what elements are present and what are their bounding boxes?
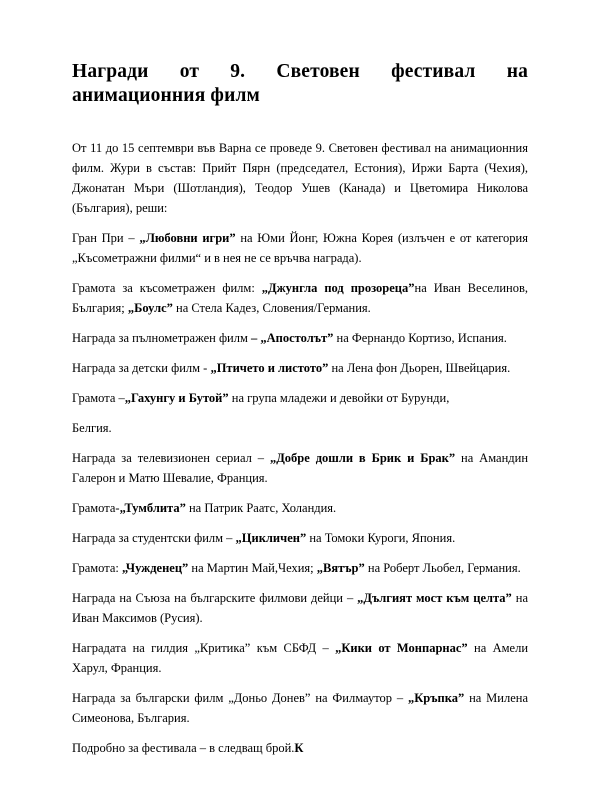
paragraph-text: на Мартин Май,Чехия; (188, 561, 317, 575)
paragraph-text: на Роберт Льобел, Германия. (364, 561, 521, 575)
paragraph-text: Грамота: (72, 561, 122, 575)
article-paragraph (72, 738, 528, 758)
paragraph-text: Награда за пълнометражен филм (72, 331, 252, 345)
paragraph-text: Грамота- (72, 501, 120, 515)
article-paragraph (72, 448, 528, 488)
bold-title-text: „Вятър” (316, 561, 365, 575)
article-paragraph (72, 328, 528, 348)
article-paragraph (72, 638, 528, 678)
article-paragraph (72, 358, 528, 378)
article-paragraph (72, 528, 528, 548)
bold-title-text: „Гахунгу и Бутой” (124, 391, 229, 405)
paragraph-text: От 11 до 15 септември във Варна се проведе 9. Световен фестивал на анимационния филм. Жури в състав: Прийт Пярн (председател, Естония), Иржи Барта (Чехия), Джонатан Мъри (Шотландия), Теодор Ушев (Канада) и Цветомира Николова (България), реши: (72, 141, 528, 215)
paragraph-text: на Амели Харул, Франция. (72, 641, 529, 675)
paragraph-text: Наградата на гилдия „Критика” към СБФД – (72, 641, 336, 655)
article-paragraph (72, 138, 528, 218)
article-paragraph (72, 688, 528, 728)
paragraph-text: Гран При – (72, 231, 140, 245)
bold-title-text: „Боулс” (127, 301, 173, 315)
article-paragraph (72, 588, 528, 628)
paragraph-text: на Патрик Раатс, Холандия. (185, 501, 337, 515)
bold-title-text: „Любовни игри” (139, 231, 236, 245)
paragraph-text: на Томоки Куроги, Япония. (306, 531, 456, 545)
bold-title-text: „Джунгла под прозореца” (261, 281, 415, 295)
paragraph-text: Награда за детски филм - (72, 361, 211, 375)
bold-title-text: „Тумблита” (119, 501, 186, 515)
article-paragraph (72, 498, 528, 518)
paragraph-text: на група младежи и девойки от Бурунди, (228, 391, 450, 405)
paragraph-text: Награда за студентски филм – (72, 531, 236, 545)
bold-title-text: „Дългият мост към целта” (357, 591, 512, 605)
bold-title-text: „Чужденец” (122, 561, 189, 575)
paragraph-text: на Фернандо Кортизо, Испания. (333, 331, 507, 345)
article-paragraph (72, 228, 528, 268)
article-title: Награди от 9. Световен фестивал на анимационния филм (72, 61, 528, 106)
paragraph-text: Грамота за късометражен филм: (72, 281, 262, 295)
article-paragraph (72, 388, 528, 408)
bold-title-text: „Добре дошли в Брик и Брак” (269, 451, 456, 465)
paragraph-text: на Лена фон Дьорен, Швейцария. (328, 361, 511, 375)
article-body (72, 138, 528, 758)
bold-title-text: „Цикличен” (235, 531, 307, 545)
paragraph-text: на Стела Кадез, Словения/Германия. (172, 301, 371, 315)
article-paragraph (72, 418, 528, 438)
bold-title-text: – „Апостолът” (251, 331, 334, 345)
paragraph-text: Награда на Съюза на българските филмови дейци – (72, 591, 358, 605)
paragraph-text: Подробно за фестивала – в следващ брой. (72, 741, 295, 755)
paragraph-text: на Иван Веселинов, България; (72, 281, 528, 315)
article-paragraph (72, 278, 528, 318)
paragraph-text: Белгия. (72, 421, 112, 435)
paragraph-text: Награда за телевизионен сериал – (72, 451, 270, 465)
bold-title-text: „Кръпка” (407, 691, 465, 705)
paragraph-text: на Юми Йонг, Южна Корея (излъчен е от категория „Късометражни филми“ и в нея не се връчва награда). (72, 231, 528, 265)
paragraph-text: на Милена Симеонова, България. (72, 691, 528, 725)
paragraph-text: Награда за български филм „Доньо Донев” на Филмаутор – (72, 691, 408, 705)
paragraph-text: на Амандин Галерон и Матю Шевалие, Франция. (72, 451, 529, 485)
article-paragraph (72, 558, 528, 578)
bold-title-text: „Птичето и листото” (210, 361, 329, 375)
paragraph-text: на Иван Максимов (Русия). (72, 591, 529, 625)
bold-title-text: К (294, 741, 304, 755)
bold-title-text: „Кики от Монпарнас” (335, 641, 468, 655)
paragraph-text: Грамота – (72, 391, 125, 405)
